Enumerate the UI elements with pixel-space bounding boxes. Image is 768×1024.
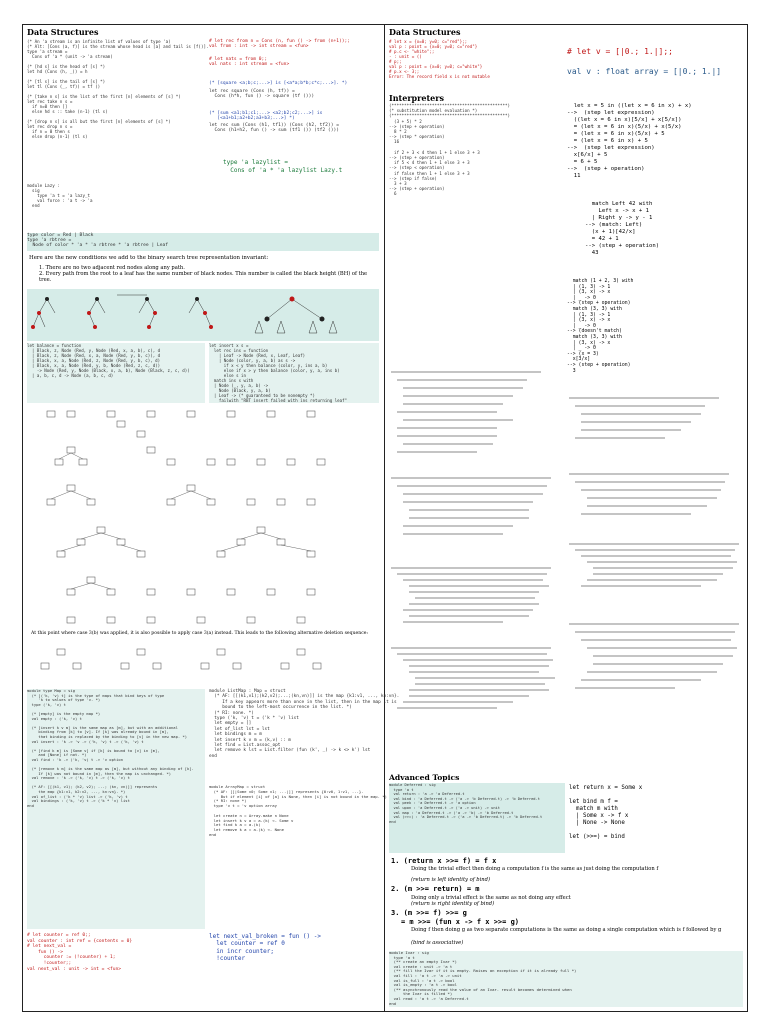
derivations-right-svg [567,393,745,773]
lazy-module-sig: module Lazy : sig type 'a t = 'a lazy_t val force : 'a t -> 'a end [27,183,93,208]
match-example: match Left 42 with Left x -> x + 1 | Right y -> y - 1 --> (match: Left) (x + 1)[42/x] = 42 + 1 --> (step + operation) 43 [585,201,660,256]
alt-deletion-diagrams [27,643,379,683]
derivations-left [389,307,565,747]
option-monad-code: let return x = Some x let bind m f = match m with | Some x -> f x | None -> None let (>>=) = bind [569,785,643,840]
listmap-module: module ListMap : Map = struct (* AF: [[(k1,v1);(k2,v2);...;(kn,vn)]] is the map {k1:v1, ..., kn:vn}. If a key appears more than once in the list, then in the map it is bound to the left-most occurrence in the list. *) (* RI: none. *) type ('k, 'v) t = ('k * 'v) list let empty = [] let of_list lst = lst let bindings m = m let insert k v m = (k,v) :: m let find = List.assoc_opt let remove k lst = List.filter (fun (k', _) -> k <> k') lst end [209,689,400,759]
advanced-topics-title: Advanced Topics [389,773,460,782]
rbtree-type-defs: type color = Red | Black type 'a rbtree = Node of color * 'a * 'a rbtree * 'a rbtree | Leaf [27,233,379,251]
mutable-records-code: # let x = {x=0; y=0; c="red"};; val p : point = {x=0; y=0; c="red"} # p.c <- "white";; - : unit = () # p;; val p : point = {x=0; y=0; c="white"} # p.x <- 3;; Error: The record field x is not mutable [389,39,490,79]
monad-law-2: 2. (m >>= return) = m [391,885,480,893]
derivations-left-svg [389,307,565,747]
monad-law-3-text: Doing f then doing g as two separate computations is the same as doing a single computation which is f followed by g [411,927,722,933]
invariant-intro: Here are the new conditions we add to the binary search tree representation invariant: [29,255,269,261]
match-tuple-example: match (1 + 2, 3) with | (1, 3) -> 1 | (3, x) -> x | _ -> 0 --> (step + operation) match (3, 3) with | (1, 3) -> 1 | (3, x) -> x | _ -> 0 --> (doesn't match) match (3, 3) with | (3, x) -> x | _ -> 0 --> (x = 3) x[3/x] --> (step + operation) 3 [567,279,634,374]
array-val-output: val v : float array = [|0.; 1.|] [567,67,722,76]
right-section-title: Data Structures [389,27,461,37]
tree-deletion-diagrams [27,407,379,633]
sum-comment: (* [sum <a1;b1;c1;...> <a2;b2;c2;...>] is [<a1+b1;a2+b2;a3+b3;...>] *) [209,111,323,121]
rb-balance-cases-svg [27,289,379,341]
interpreters-title: Interpreters [389,93,444,103]
left-section-title: Data Structures [27,27,99,37]
tree-deletion-svg [27,407,379,633]
insert-function-code: let insert x s = let rec ins = function | Leaf -> Node (Red, x, Leaf, Leaf) | Node (color, y, a, b) as s -> if x < y then balance (color, y, ins a, b) else if x > y then balance (color, y, a, ins b) else s in match ins s with | Node (_, y, a, b) -> Node (Black, y, a, b) | Leaf -> (* guaranteed to be nonempty *) failwith "RBT insert failed with ins returning leaf" [209,343,379,403]
monad-law-1-text: Doing the trivial effect then doing a computation f is the same as just doing the computation f [411,866,659,872]
interpreter-steps-code: (**********************************************) (* substitution model evaluation *) (**********************************************) (3 + 5) * 2 --> (step + operation) 8 * 2 --> (step * operation) 16 if 2 + 3 < 4 then 1 + 1 else 3 + 3 --> (step + operation) if 5 < 4 then 1 + 1 else 3 + 3 --> (step < operation) if false then 1 + 1 else 3 + 3 --> (step if false) 3 + 3 --> (step + operation) 6 [389,103,511,197]
monad-law-1-note: (return is left identity of bind) [411,877,490,883]
counter-broken-code: let next_val_broken = fun () -> let counter = ref 0 in incr counter; !counter [209,933,321,963]
nats-definition: # let nats = from 0;; val nats : int stream = <fun> [209,57,290,67]
rb-balance-diagram [27,289,379,341]
let-example: let x = 5 in ((let x = 6 in x) + x) --> (step let expression) ((let x = 6 in x)[5/x] + x[5/x]) = (let x = 6 in x)(5/x) + x(5/x) = (let x = 6 in x)(5/x) + 5 = (let x = 6 in x) + 5 --> (step let expression) x[6/x] + 5 = 6 + 5 --> (step + operation) 11 [567,103,692,179]
counter-code: # let counter = ref 0;; val counter : int ref = {contents = 0} # let next_val = fun () -> counter := (!counter) + 1; !counter;; val next_val : unit -> int = <fun> [27,933,133,972]
alt-deletion-svg [27,643,379,683]
monad-law-1: 1. (return x >>= f) = f x [391,857,497,865]
stream-definitions: (* An 'a stream is an infinite list of values of type 'a) (* Alt: [Cons (a, f)] is the stream whose head is [a] and tail is [f()]. type 'a stream = Cons of 'a * (unit -> 'a stream) (* [hd s] is the head of [s] *) let hd (Cons (h, _)) = h (* [tl s] is the tail of [s] *) let tl (Cons (_, tf)) = tf () (* [take n s] is the list of the first [n] elements of [s] *) let rec take n s = if n=0 then [] else hd s :: take (n-1) (tl s) (* [drop n s] is all but the first [n] elements of [s] *) let rec drop n s = if n = 0 then s else drop (n-1) (tl s) [27,39,209,139]
monad-law-3b: = m >>= (fun x -> f x >>= g) [401,918,520,926]
left-column [23,25,400,1011]
cheat-sheet-page [22,24,748,1012]
tree-caption: At this point where case 3(b) was applied, it is also possible to apply case 3(a) instead. This leads to the following alternative deletion sequence: [31,631,369,636]
invariant-1: 1. There are no two adjacent red nodes along any path. [39,265,185,271]
invariant-2: 2. Every path from the root to a leaf has the same number of black nodes. This number is called the black height (BH) of the tree. [39,271,368,283]
monad-law-2-note: (return is right identity of bind) [411,901,495,907]
from-definition: # let rec from n = Cons (n, fun () -> from (n+1));; val from : int -> int stream = <fun> [209,39,351,49]
ivar-signature: module Ivar : sig type 'a t (** create an empty Ivar *) val create : unit -> 'a t (** fill the Ivar if it is empty. Raises an exception if it is already full *) val fill : 'a t -> 'a -> unit val is_full : 'a t -> bool val is_empty : 'a t -> bool (** asynchronously read the value of an Ivar. result becomes determined when the Ivar is filled *) val read : 'a t -> 'a Deferred.t end [389,951,743,1007]
balance-function-code: let balance = function | Black, z, Node (Red, y, Node (Red, x, a, b), c), d | Black, z, Node (Red, x, a, Node (Red, y, b, c)), d | Black, x, a, Node (Red, z, Node (Red, y, b, c), d) | Black, x, a, Node (Red, y, b, Node (Red, z, c, d)) -> Node (Red, y, Node (Black, x, a, b), Node (Black, z, c, d)) | a, b, c, d -> Node (a, b, c, d) [27,343,205,403]
array-let-code: # let v = [|0.; 1.|];; [567,47,673,56]
monad-law-2-text: Doing only a trivial effect is the same as not doing any effect [411,895,571,901]
deferred-signature: module Deferred : sig type 'a t val return : 'a -> 'a Deferred.t val bind : 'a Deferred.t -> ('a -> 'b Deferred.t) -> 'b Deferred.t val peek : 'a Deferred.t -> 'a option val upon : 'a Deferred.t -> ('a -> unit) -> unit val map : 'a Deferred.t -> ('a -> 'b) -> 'b Deferred.t val (>>=) : 'a Deferred.t -> ('a -> 'b Deferred.t) -> 'b Deferred.t end [389,783,565,853]
monad-law-3a: 3. (m >>= f) >>= g [391,909,467,917]
square-definition: let rec square (Cons (h, tf)) = Cons (h*h, fun () -> square (tf ())) [209,89,315,99]
right-column [385,25,747,1011]
derivations-right [567,393,745,773]
arraymap-module: module ArrayMap = struct (* AF: [[|Some v0; Some v1; ...|]] represents {0:v0, 1:v1, ...}. But if element [i] of [a] is None, then [i] is not bound in the map. *) (* RI: none *) type 'v t = 'v option array let create n = Array.make n None let insert k v a = a.(k) <- Some v let find k a = a.(k) let remove k a = a.(k) <- None end [209,784,388,837]
map-signature: module type Map = sig (* [('k, 'v) t] is the type of maps that bind keys of type 'k to values of type 'v. *) type ('k, 'v) t (* [empty] is the empty map *) val empty : ('k, 'v) t (* [insert k v m] is the same map as [m], but with an additional binding from [k] to [v]. If [k] was already bound in [m], that binding is replaced by the binding to [v] in the new map. *) val insert : 'k -> 'v -> ('k, 'v) t -> ('k, 'v) t (* [find k m] is [Some v] if [k] is bound to [v] in [m], and [None] if not. *) val find : 'k -> ('k, 'v) t -> 'v option (* [remove k m] is the same map as [m], but without any binding of [k]. If [k] was not bound in [m], then the map is unchanged. *) val remove : 'k -> ('k, 'v) t -> ('k, 'v) t (* AF: [[(k1, v1); (k2, v2); ...; (kn, vn)]] represents the map {k1:v1, k2:v2, ..., kn:vn}. *) val of_list : ('k * 'v) list -> ('k, 'v) t val bindings : ('k, 'v) t -> ('k * 'v) list end [27,689,205,929]
square-comment: (* [square <a;b;c;...>] is [<a*a;b*b;c*c;...>]. *) [209,81,348,86]
sum-definition: let rec sum (Cons (h1, tf1)) (Cons (h2, tf2)) = Cons (h1+h2, fun () -> sum (tf1 ()) (tf2 ())) [209,123,339,133]
monad-law-3-note: (bind is associative) [411,940,464,946]
lazylist-type: type 'a lazylist = Cons of 'a * 'a lazylist Lazy.t [223,159,343,174]
